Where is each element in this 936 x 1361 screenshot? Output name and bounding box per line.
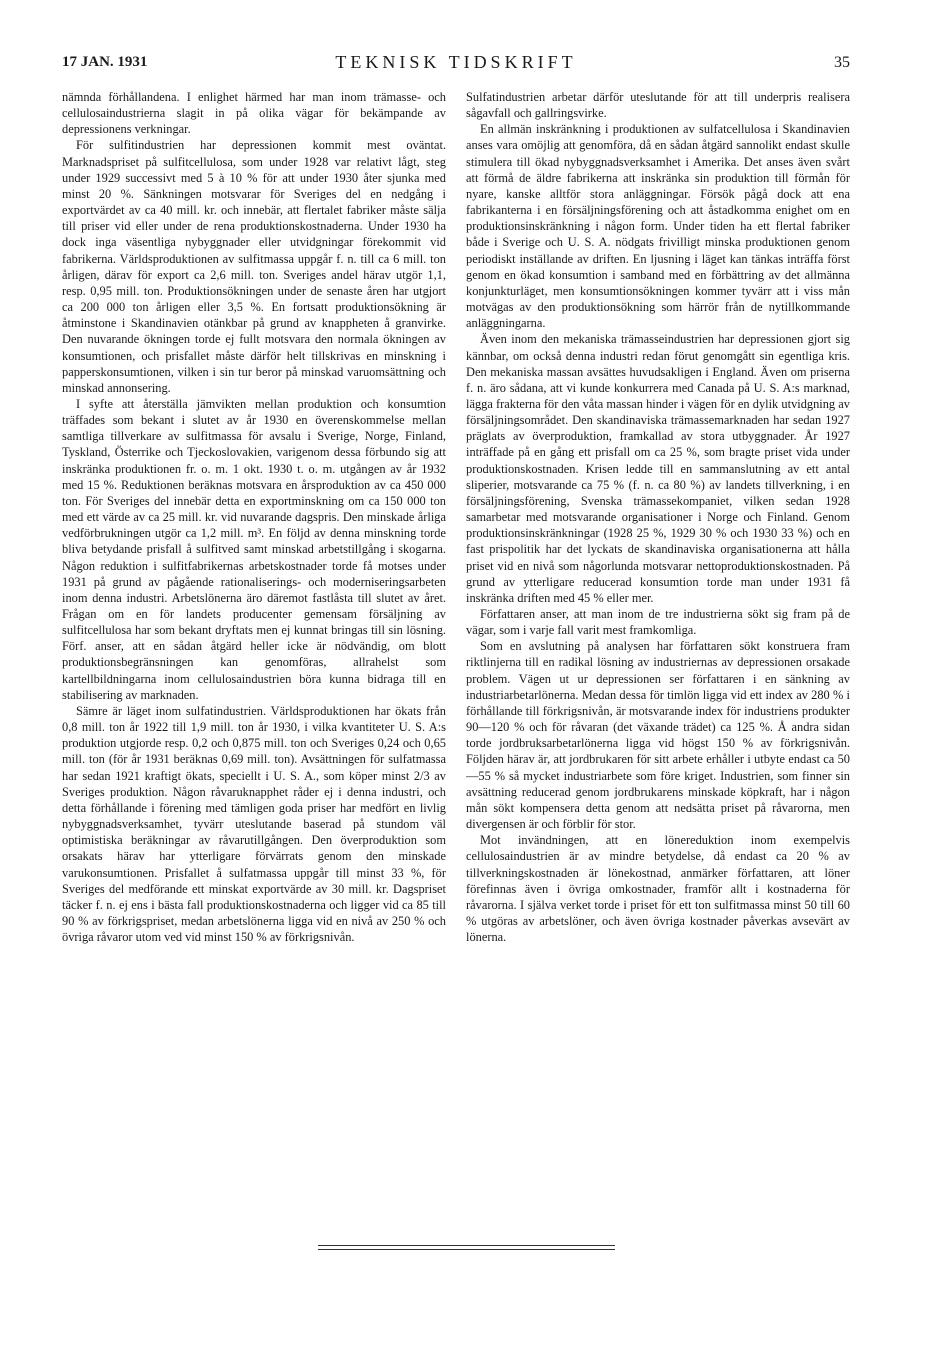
journal-title: TEKNISK TIDSKRIFT	[335, 52, 577, 72]
paragraph: En allmän inskränkning i produktionen av sulfatcellulosa i Skandinavien anses vara omöjlig att genomföra, då en sådan åtgärd sannolikt endast skulle stimulera till ökad nybyggnadsverksamhet i Amerika. Det anses även svårt att förmå de äldre fabrikerna att inskränka sin produktion till förmån för nyare, kanske alltför stora anläggningar. Försök pågå dock att ena fabrikanterna i en försäljningsförening och att åstadkomma enighet om en produktionsinskränkning i någon form. Under tiden ha ett flertal fabriker både i Sverige och U. S. A. nödgats frivilligt minska produktionen genom periodiskt inställande av driften. En ljusning i läget kan tänkas inträffa först genom en ökad konsumtion i samband med en förbättring av det allmänna konjunkturläget, men konsumtionsökningen kommer tyvärr att i viss mån motvägas av den produktionsökning som härrör från de nytillkommande anläggningarna.	[466, 122, 850, 331]
paragraph: nämnda förhållandena. I enlighet härmed har man inom trämasse- och cellulosaindustrierna slagit in på olika vägar för bekämpande av depressionens verkningar.	[62, 90, 446, 137]
paragraph: För sulfitindustrien har depressionen kommit mest oväntat. Marknadspriset på sulfitcellulosa, som under 1928 var relativt lågt, steg under 1929 successivt med 5 à 10 % för att under 1930 åter sjunka med minst 20 %. Sänkningen motsvarar för Sveriges del en nedgång i exportvärdet av ca 40 mill. kr. och innebär, att flertalet fabriker måste sälja till priser vid eller under de rena produktionskostnaderna. Under 1930 ha dock inga väsentliga nybyggnader eller utvidgningar förekommit vid fabrikerna. Världsproduktionen av sulfitmassa uppgår f. n. till ca 6 mill. ton årligen, därav för export ca 2,6 mill. ton. Sveriges andel härav utgör 1,1, resp. 0,95 mill. ton. Produktionsökningen under de senaste åren har utgjort ca 200 000 ton årligen eller 3,5 %. En fortsatt produktionsökning är åtminstone i Skandinavien otänkbar på grund av knappheten å granvirke. Den nuvarande ökningen torde ej fullt motsvara den normala ökningen av konsumtionen, och prisfallet måste därför helt tillskrivas en minskning i papperskonsumtionen, vilken i sin tur beror på minskad varuomsättning och minskad annonsering.	[62, 138, 446, 395]
running-header	[62, 52, 850, 74]
paragraph: Även inom den mekaniska trämasseindustrien har depressionen gjort sig kännbar, om också denna industri redan förut genomgått sin egentliga kris. Den mekaniska massan avsättes huvudsakligen i England. Även om priserna f. n. äro sådana, att vi kunde konkurrera med Canada på U. S. A:s marknad, lägga frakterna för den våta massan hinder i vägen för en dylik utvidgning av försäljningsområdet. Den skandinaviska trämassemarknaden har sedan 1927 präglats av överproduktion, framkallad av stora utbyggnader. År 1927 inträffade på en gång ett prisfall om ca 25 %, som bragte priset vida under produktionskostnaden. Krisen ledde till en sammanslutning av ett antal sliperier, motsvarande ca 75 % (f. n. ca 80 %) av landets tillverkning, i en försäljningsförening, Svenska trämassekompaniet, vilken sedan 1928 samarbetar med motsvarande organisationer i Norge och Finland. Genom produktionsinskränkningar (1928 25 %, 1929 30 % och 1930 33 %) och en fast prispolitik har det lyckats de skandinaviska organisationerna att hålla priset vid en nivå som någorlunda motsvarar nettoproduktionskostnaden. På grund av ytterligare reducerad konsumtion torde man under 1931 få inskränka driften med 45 % eller mer.	[466, 332, 850, 605]
paragraph: Författaren anser, att man inom de tre industrierna sökt sig fram på de vägar, som i varje fall varit mest framkomliga.	[466, 607, 850, 638]
page-number: 35	[834, 54, 850, 71]
paragraph: Sämre är läget inom sulfatindustrien. Världsproduktionen har ökats från 0,8 mill. ton år 1922 till 1,9 mill. ton år 1930, i vilka kvantiteter U. S. A:s produktion utgjorde resp. 0,2 och 0,875 mill. ton och Sveriges 0,24 och 0,65 mill. ton (för år 1931 beräknas 0,69 mill. ton). Avsättningen för sulfatmassa har sedan 1921 kraftigt ökats, speciellt i U. S. A., som köper minst 2/3 av Sveriges produktion. Någon råvaruknapphet råder ej i denna industri, och detta förhållande i förening med tämligen goda priser har medfört en livlig nybyggnadsverksamhet, tyvärr uteslutande baserad på stundom väl optimistiska beräkningar av råvarutillgången. Den överproduktion som orsakats härav har ytterligare förvärrats genom den minskade varukonsumtionen. Prisfallet å sulfatmassa uppgår till minst 33 %, för Sveriges del medförande ett minskat exportvärde av 30 mill. kr. Dagspriset täcker f. n. ej ens i bästa fall produktionskostnaderna och ligger vid ca 85 till 90 % av förkrigspriset, medan arbetslönerna ligga vid en nivå av 250 % och övriga råvaror utom ved vid minst 150 % av förkrigsnivån.	[62, 703, 446, 945]
end-rule	[318, 1245, 615, 1246]
left-column	[62, 89, 446, 1219]
paragraph: I syfte att återställa jämvikten mellan produktion och konsumtion träffades som bekant i slutet av år 1930 en överenskommelse mellan samtliga tillverkare av sulfitmassa för avsalu i Sverige, Norge, Finland, Tyskland, Österrike och Tjeckoslovakien, varigenom dessa förbundo sig att inskränka produktionen fr. o. m. 1 okt. 1930 t. o. m. utgången av år 1932 med 15 %. Reduktionen beräknas motsvara en årsproduktion av ca 450 000 ton. För Sveriges del innebär detta en exportminskning om ca 150 000 ton med ett värde av ca 25 mill. kr. vid nuvarande dagspris. Den minskade årliga vedförbrukningen utgör ca 1,2 mill. m³. En följd av denna minskning torde bliva betydande prisfall å sulfitved samt minskad arbetstillgång i skogarna. Någon reduktion i sulfitfabrikernas arbetskostnader torde få motses under 1931 på grund av pågående rationaliserings- och moderniseringsarbeten inom denna industri. Arbetslönerna äro däremot fastlåsta till slutet av året. Frågan om en för landets producenter gemensam försäljning av sulfitcellulosa har som bekant dryftats men ej kunnat bringas till sin lösning. Förf. anser, att en sådan åtgärd heller icke är nödvändig, om blott produktionsbegränsningen kan genomföras, allrahelst som kartellbildningarna inom cellulosaindustrien böra kunna bidraga till en stabilisering av marknaden.	[62, 396, 446, 702]
paragraph: Sulfatindustrien arbetar därför uteslutande för att till underpris realisera sågavfall och gallringsvirke.	[466, 90, 850, 121]
right-column	[466, 89, 850, 1219]
issue-date: 17 JAN. 1931	[62, 54, 148, 70]
end-rule	[318, 1249, 615, 1250]
paragraph: Mot invändningen, att en lönereduktion inom exempelvis cellulosaindustrien är av mindre betydelse, då endast ca 20 % av tillverkningskostnaden är lönekostnad, anmärker författaren, att löner förefinnas även i övriga omkostnader, framför allt i kostnaderna för råvarorna. I själva verket torde i priset för ett ton sulfitmassa minst 50 till 60 % utgöras av arbetslöner, och även övriga kostnader påverkas avsevärt av lönerna.	[466, 833, 850, 945]
paragraph: Som en avslutning på analysen har författaren sökt konstruera fram riktlinjerna till en radikal lösning av industriernas av depressionen orsakade problem. Vägen ut ur depressionen ser författaren i en sänkning av industriarbetarlönerna. Medan dessa för timlön ligga vid ett index av 280 % i förhållande till förkrigsnivån, är motsvarande index för industriens produkter 90—120 % och för råvaran (det växande trädet) ca 125 %. Å andra sidan torde jordbruksarbetarlönerna ligga vid högst 150 % av förkrigsnivån. Följden härav är, att jordbrukaren för sitt arbete erhåller i utbyte endast ca 50—55 % så mycket industriarbete som före kriget. Industrien, som finner sin avsättning reducerad genom jordbrukarens minskade köpkraft, har i någon mån sökt kompensera detta genom att nedsätta priset på råvarorna, men divergensen är och förblir för stor.	[466, 639, 850, 832]
